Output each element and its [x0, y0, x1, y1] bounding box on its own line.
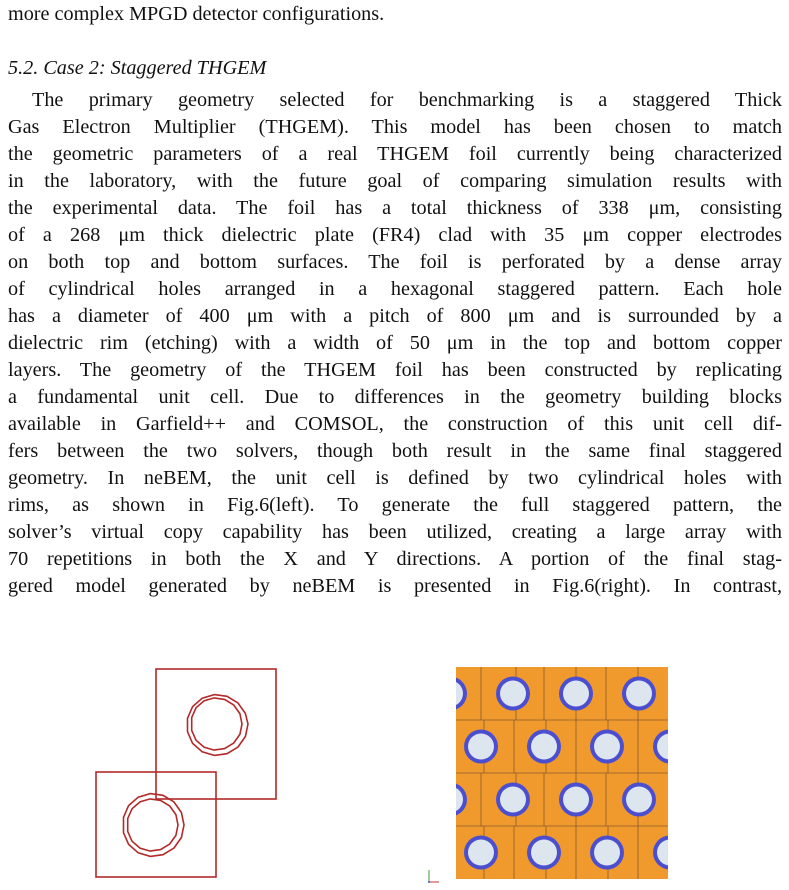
- text-line-9: of cylindrical holes arranged in a hexagonal staggered pattern. Each hole: [8, 278, 782, 300]
- text-line-20: gered model generated by neBEM is presented in Fig.6(right). In contrast,: [8, 575, 782, 597]
- top-hole-inner-rim: [192, 698, 242, 750]
- text-line-8: on both top and bottom surfaces. The foil is perforated by a dense array: [8, 251, 782, 273]
- text-line-11: dielectric rim (etching) with a width of 50 μm in the top and bottom copper: [8, 332, 782, 354]
- text-line-10: has a diameter of 400 μm with a pitch of 800 μm and is surrounded by a: [8, 305, 782, 327]
- text-line-14: available in Garfield++ and COMSOL, the construction of this unit cell dif-: [8, 413, 782, 435]
- text-line-2: The primary geometry selected for benchmarking is a staggered Thick: [32, 89, 782, 111]
- text-line-7: of a 268 μm thick dielectric plate (FR4) clad with 35 μm copper electrodes: [8, 224, 782, 246]
- text-line-1: more complex MPGD detector configurations.: [8, 3, 385, 25]
- unit-cell-figure: [94, 667, 278, 879]
- text-line-17: rims, as shown in Fig.6(left). To generate the full staggered pattern, the: [8, 494, 782, 516]
- text-line-6: the experimental data. The foil has a total thickness of 338 μm, consisting: [8, 197, 782, 219]
- text-line-3: Gas Electron Multiplier (THGEM). This model has been chosen to match: [8, 116, 782, 138]
- text-line-12: layers. The geometry of the THGEM foil has been constructed by replicating: [8, 359, 782, 381]
- axis-triad-icon: [428, 870, 439, 883]
- text-line-4: the geometric parameters of a real THGEM foil currently being characterized: [8, 143, 782, 165]
- staggered-model-figure: [426, 667, 672, 885]
- bottom-hole-outer-rim: [124, 794, 185, 857]
- text-line-5: in the laboratory, with the future goal of comparing simulation results with: [8, 170, 782, 192]
- text-line-18: solver’s virtual copy capability has been utilized, creating a large array with: [8, 521, 782, 543]
- text-line-16: geometry. In neBEM, the unit cell is defined by two cylindrical holes with: [8, 467, 782, 489]
- top-hole-outer-rim: [188, 695, 249, 756]
- text-line-19: 70 repetitions in both the X and Y directions. A portion of the final stag-: [8, 548, 782, 570]
- bottom-hole-inner-rim: [128, 799, 178, 851]
- text-line-15: fers between the two solvers, though both result in the same final staggered: [8, 440, 782, 462]
- text-line-13: a fundamental unit cell. Due to differences in the geometry building blocks: [8, 386, 782, 408]
- section-heading: 5.2. Case 2: Staggered THGEM: [8, 57, 267, 79]
